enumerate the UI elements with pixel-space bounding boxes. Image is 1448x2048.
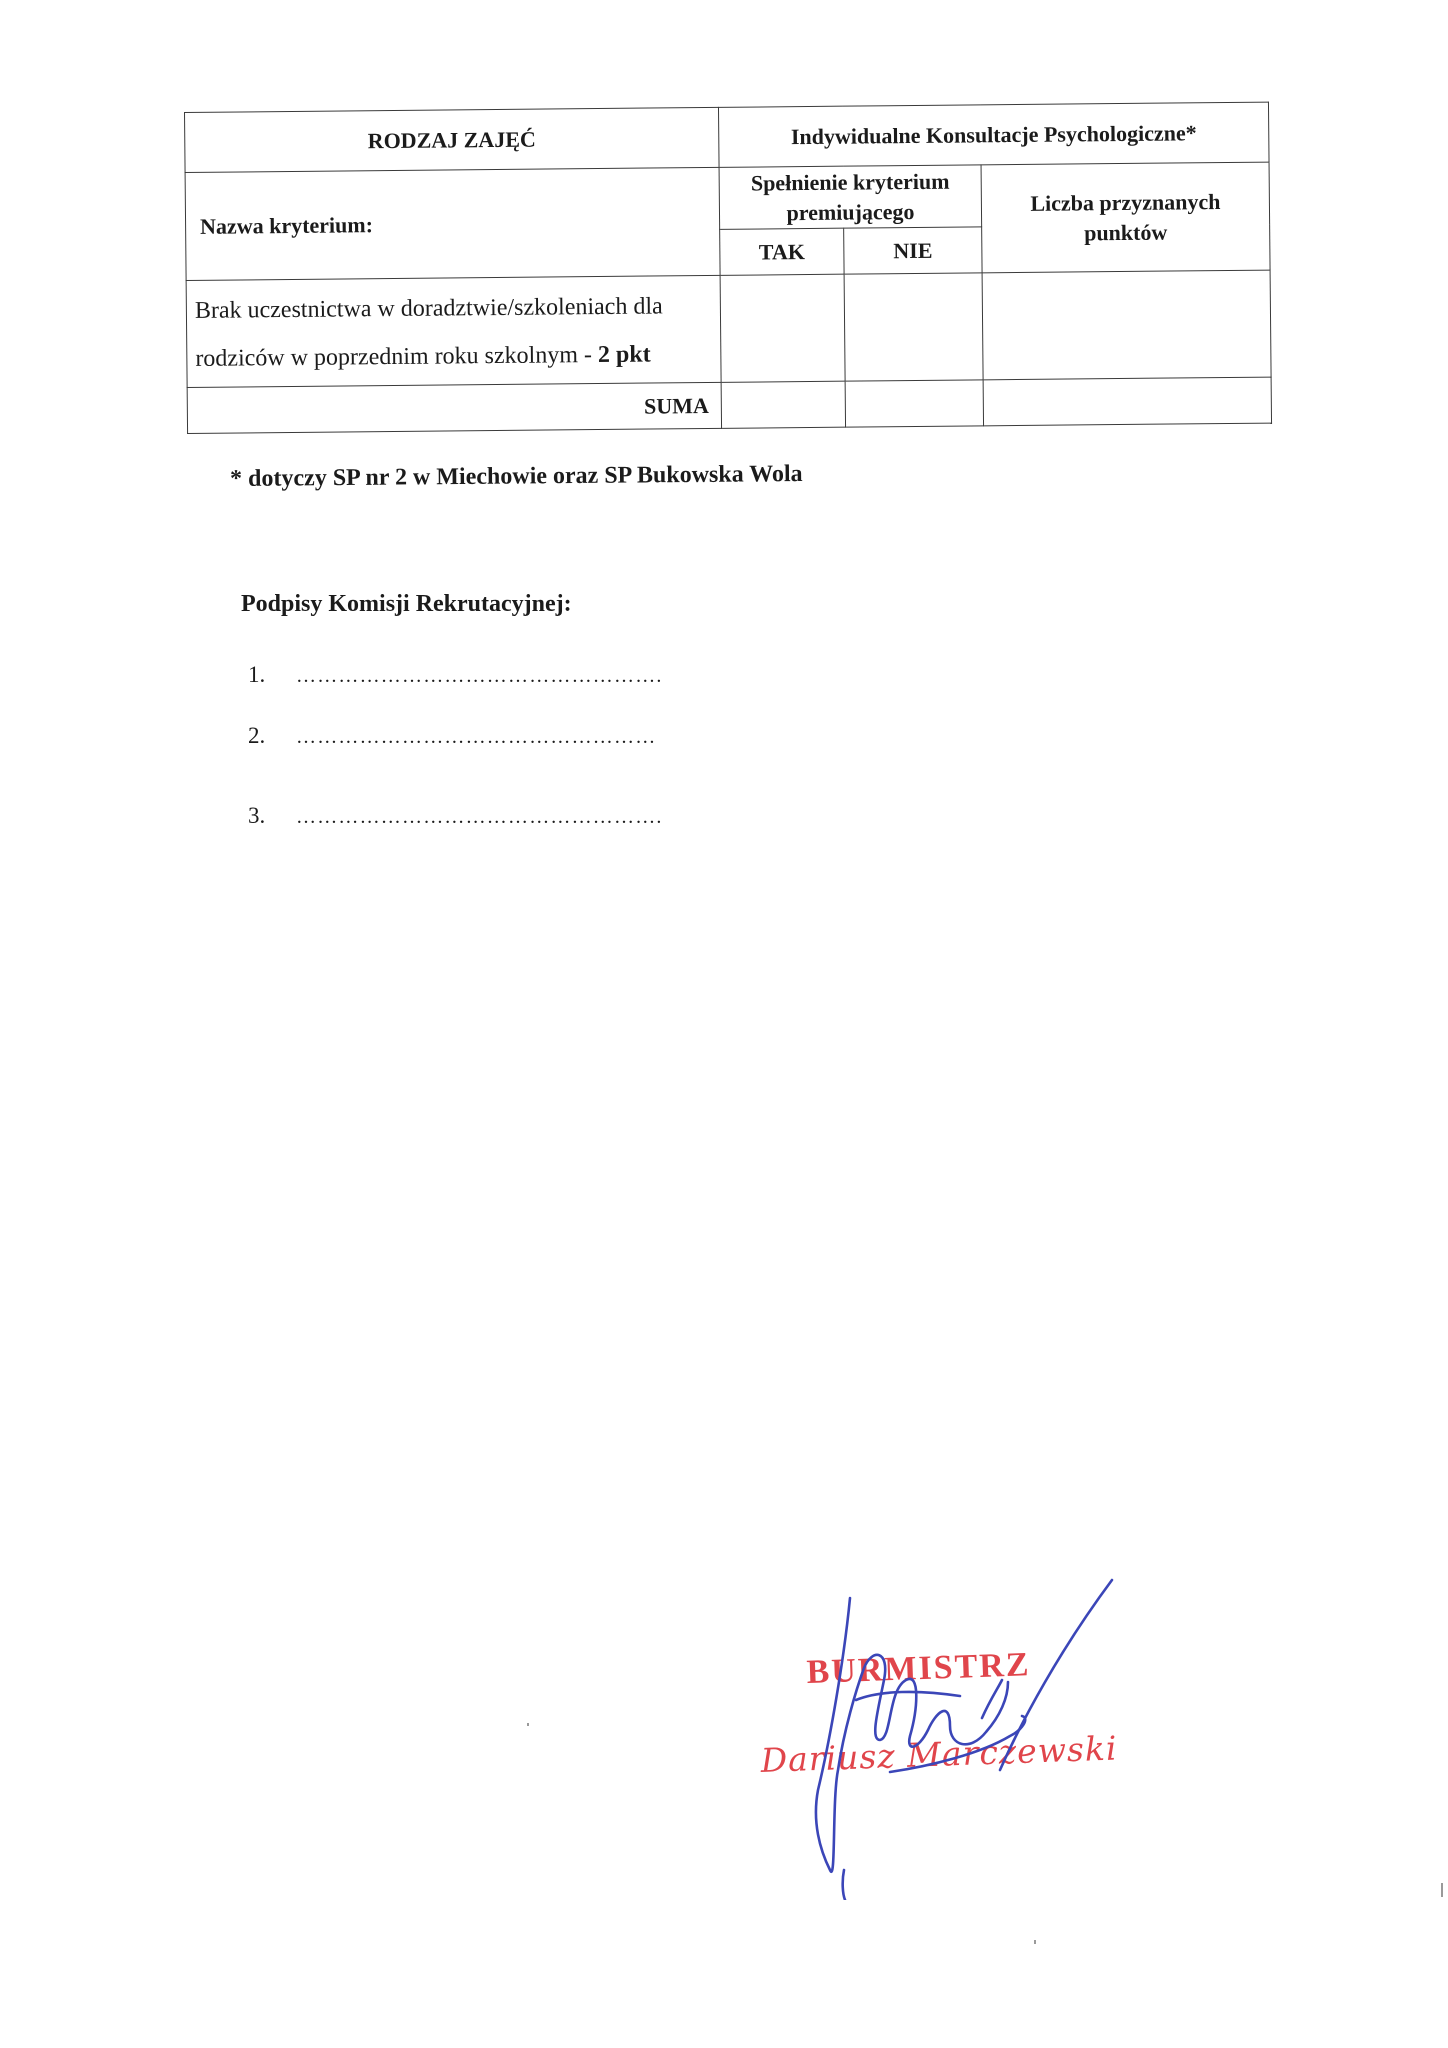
yes-cell [720,274,845,382]
activity-name-header: Indywidualne Konsultacje Psychologiczne* [718,102,1269,167]
signature-line-dots: ……………………………………………. [296,806,663,828]
points-header [981,162,1270,273]
criterion-points-value: 2 pkt [597,341,651,369]
signature-line [248,803,663,829]
signature-line-number: 2. [248,723,266,748]
fulfillment-header-line1: Spełnienie kryterium [750,168,950,196]
signature-line [248,723,656,749]
no-header: NIE [844,227,982,274]
criteria-table [184,102,1272,434]
criterion-line2-text: rodziców w poprzednim roku szkolnym - [195,342,599,372]
signature-line [248,662,663,688]
sum-no-cell [845,380,983,427]
points-header-line1: Liczba przyznanych [1030,188,1221,216]
criteria-subheader-row [185,162,1270,234]
scan-artifact [527,1723,529,1726]
signature-line-dots: ……………………………………………. [296,665,663,687]
yes-header: TAK [720,228,844,275]
signatures-heading: Podpisy Komisji Rekrutacyjnej: [241,591,572,617]
activity-type-header: RODZAJ ZAJĘĆ [185,107,720,172]
no-cell [844,273,983,381]
sum-row [187,377,1271,433]
sum-label: SUMA [187,382,721,433]
signature-line-dots: …………………………………………… [296,726,657,748]
criterion-line2 [195,330,712,383]
scan-artifact [1034,1940,1036,1944]
criterion-description [186,275,721,387]
sum-yes-cell [721,381,845,428]
footnote: * dotyczy SP nr 2 w Miechowie oraz SP Bukowska Wola [230,461,803,492]
table-header-row [185,102,1270,172]
sum-points-cell [983,377,1271,426]
fulfillment-header [719,165,982,230]
stamp-name: Dariusz Marczewski [760,1728,1119,1780]
points-header-line2: punktów [1084,219,1168,245]
stamp-title: BURMISTRZ [806,1646,1032,1691]
points-cell [982,270,1271,380]
fulfillment-header-line2: premiującego [786,198,915,225]
table-row [186,270,1271,387]
signature-line-number: 3. [248,803,266,828]
signature-stroke [856,1692,960,1700]
signature-stroke [843,1870,846,1900]
scan-artifact [1441,1883,1443,1897]
criterion-line1: Brak uczestnictwa w doradztwie/szkoleniach dla [194,293,663,324]
criterion-name-label: Nazwa kryterium: [185,167,720,280]
handwritten-signature [760,1540,1120,1900]
signature-line-number: 1. [248,662,266,687]
